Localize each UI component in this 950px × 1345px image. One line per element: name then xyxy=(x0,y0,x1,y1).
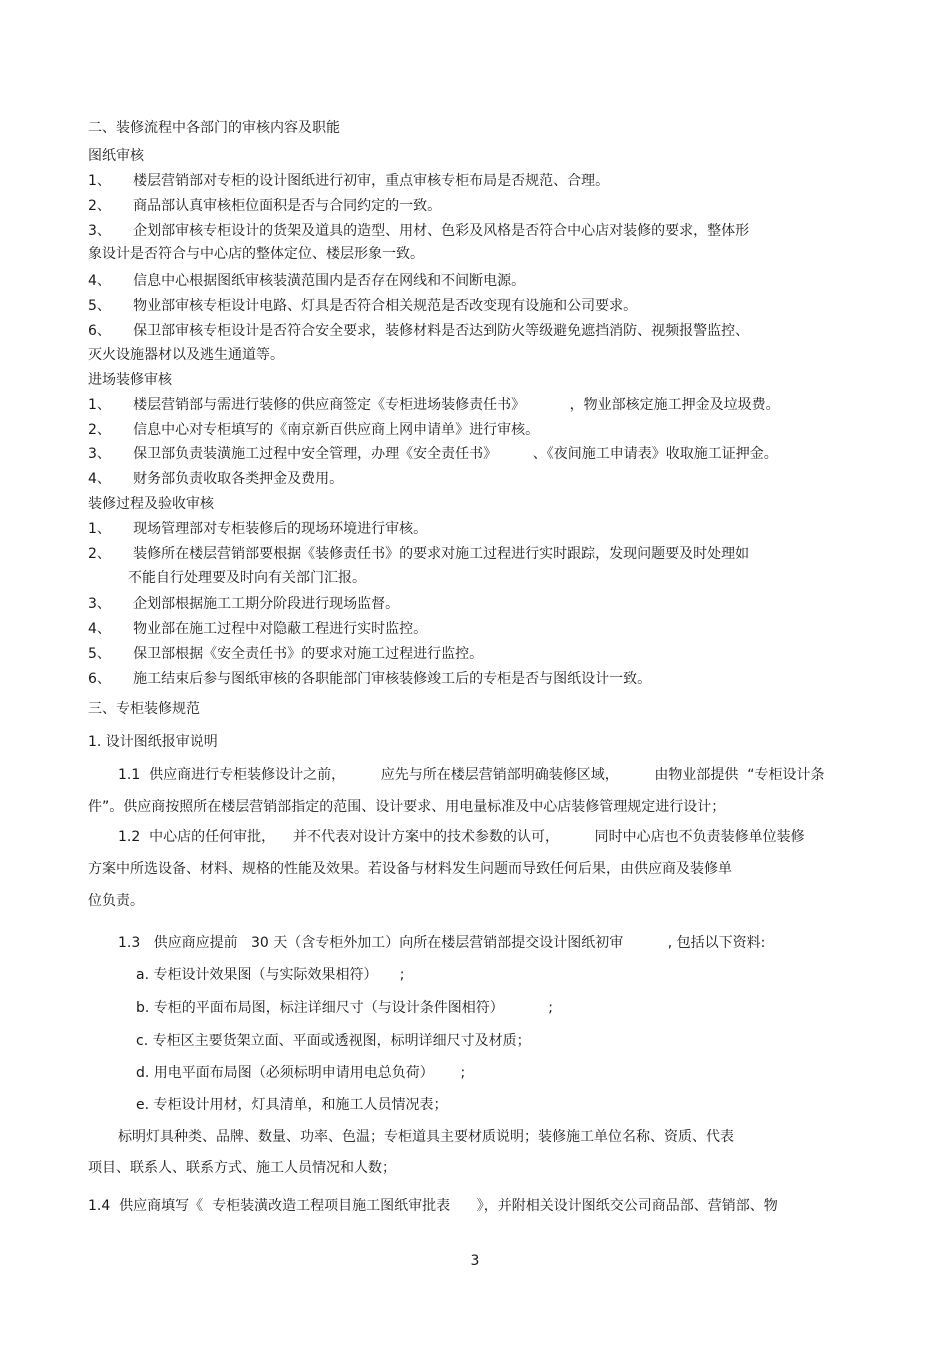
text-line: 1、 楼层营销部对专柜的设计图纸进行初审，重点审核专柜布局是否规范、合理。 xyxy=(88,173,610,189)
text-line: 1. 设计图纸报审说明 xyxy=(88,734,218,750)
text-line: b. 专柜的平面布局图，标注详细尺寸（与设计条件图相符） ; xyxy=(136,1000,554,1016)
text-line: e. 专柜设计用材，灯具清单，和施工人员情况表； xyxy=(136,1097,448,1113)
text-line: 3、 企划部审核专柜设计的货架及道具的造型、用材、色彩及风格是否符合中心店对装修的要求，整体形 xyxy=(88,223,750,239)
text-line: 1、 楼层营销部与需进行装修的供应商签定《专柜进场装修责任书》 ，物业部核定施工押金及垃圾费。 xyxy=(88,397,780,413)
text-line: 4、 物业部在施工过程中对隐蔽工程进行实时监控。 xyxy=(88,621,428,637)
text-line: 象设计是否符合与中心店的整体定位、楼层形象一致。 xyxy=(88,246,424,262)
text-line: 二、装修流程中各部门的审核内容及职能 xyxy=(88,120,340,136)
text-line: 3、 企划部根据施工工期分阶段进行现场监督。 xyxy=(88,596,400,612)
text-line: 4、 财务部负责收取各类押金及费用。 xyxy=(88,471,344,487)
page-number: 3 xyxy=(470,1253,480,1269)
text-line: d. 用电平面布局图（必须标明申请用电总负荷） ; xyxy=(136,1065,466,1081)
text-line: 1、 现场管理部对专柜装修后的现场环境进行审核。 xyxy=(88,521,428,537)
text-line: 1.1 供应商进行专柜装修设计之前， 应先与所在楼层营销部明确装修区域， 由物业部提供 “专柜设计条 xyxy=(118,767,825,783)
text-line: 装修过程及验收审核 xyxy=(88,496,214,512)
text-line: 4、 信息中心根据图纸审核装潢范围内是否存在网线和不间断电源。 xyxy=(88,273,526,289)
text-line: 方案中所选设备、材料、规格的性能及效果。若设备与材料发生问题而导致任何后果，由供应商及装修单 xyxy=(88,861,732,877)
text-line: 2、 信息中心对专柜填写的《南京新百供应商上网申请单》进行审核。 xyxy=(88,422,540,438)
text-line: 三、专柜装修规范 xyxy=(88,701,200,717)
text-line: 不能自行处理要及时向有关部门汇报。 xyxy=(128,570,366,586)
text-line: 标明灯具种类、品牌、数量、功率、色温；专柜道具主要材质说明；装修施工单位名称、资质、代表 xyxy=(118,1129,734,1145)
text-line: 灭火设施器材以及逃生通道等。 xyxy=(88,347,284,363)
text-line: a. 专柜设计效果图（与实际效果相符） ; xyxy=(136,967,405,983)
text-line: 6、 保卫部审核专柜设计是否符合安全要求，装修材料是否达到防火等级避免遮挡消防、视频报警监控、 xyxy=(88,323,750,339)
text-line: 位负责。 xyxy=(88,893,144,909)
text-line: 6、 施工结束后参与图纸审核的各职能部门审核装修竣工后的专柜是否与图纸设计一致。 xyxy=(88,671,652,687)
text-line: 1.3 供应商应提前 30 天（含专柜外加工）向所在楼层营销部提交设计图纸初审 , 包括以下资料: xyxy=(118,935,766,951)
text-line: 5、 物业部审核专柜设计电路、灯具是否符合相关规范是否改变现有设施和公司要求。 xyxy=(88,298,638,314)
text-line: c. 专柜区主要货架立面、平面或透视图，标明详细尺寸及材质； xyxy=(136,1033,531,1049)
text-line: 2、 商品部认真审核柜位面积是否与合同约定的一致。 xyxy=(88,198,442,214)
text-line: 项目、联系人、联系方式、施工人员情况和人数； xyxy=(88,1160,396,1176)
text-line: 5、 保卫部根据《安全责任书》的要求对施工过程进行监控。 xyxy=(88,646,484,662)
text-line: 1.4 供应商填写《 专柜装潢改造工程项目施工图纸审批表 》，并附相关设计图纸交公司商品部、营销部、物 xyxy=(88,1198,778,1214)
text-line: 件”。供应商按照所在楼层营销部指定的范围、设计要求、用电量标准及中心店装修管理规定进行设计； xyxy=(88,799,726,815)
text-line: 图纸审核 xyxy=(88,148,144,164)
text-line: 3、 保卫部负责装潢施工过程中安全管理，办理《安全责任书》 、《夜间施工申请表》收取施工证押金。 xyxy=(88,446,778,462)
text-line: 1.2 中心店的任何审批， 并不代表对设计方案中的技术参数的认可， 同时中心店也不负责装修单位装修 xyxy=(118,829,805,845)
text-line: 2、 装修所在楼层营销部要根据《装修责任书》的要求对施工过程进行实时跟踪，发现问题要及时处理如 xyxy=(88,546,750,562)
text-line: 进场装修审核 xyxy=(88,372,172,388)
